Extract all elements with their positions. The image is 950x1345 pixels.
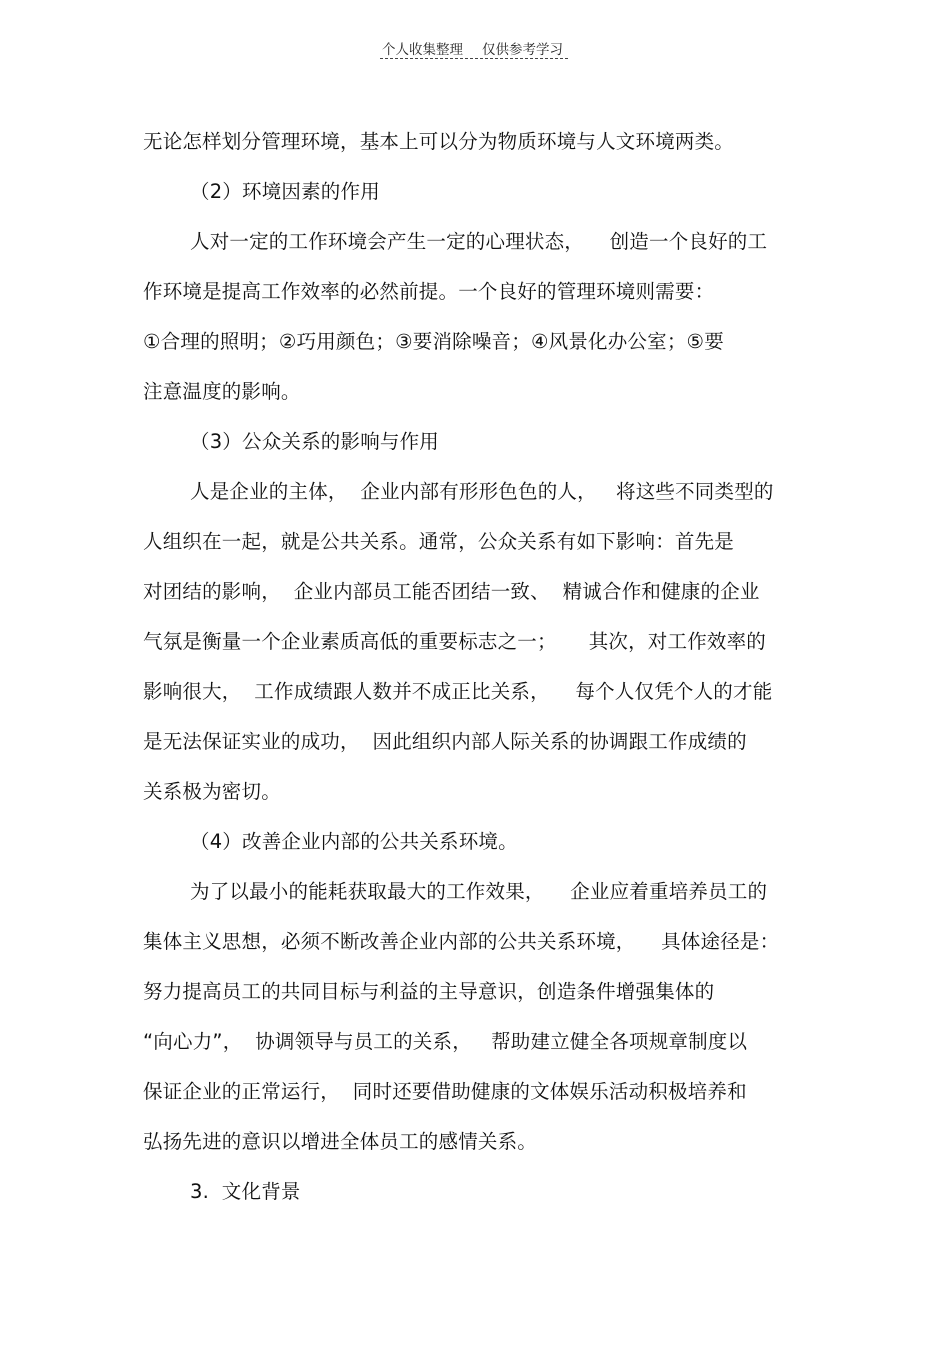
text-line: 影响很大， 工作成绩跟人数并不成正比关系， 每个人仅凭个人的才能 [143,680,773,703]
header-right-text: 仅供参考学习 [482,42,563,58]
text-line: ①合理的照明；②巧用颜色；③要消除噪音；④风景化办公室；⑤要 [143,330,724,353]
section-heading: （3）公众关系的影响与作用 [190,430,440,453]
text-line: 无论怎样划分管理环境，基本上可以分为物质环境与人文环境两类。 [143,130,735,153]
text-line: 作环境是提高工作效率的必然前提。一个良好的管理环境则需要： [143,280,715,303]
text-line: 对团结的影响， 企业内部员工能否团结一致、 精诚合作和健康的企业 [143,580,760,603]
text-line: “向心力”， 协调领导与员工的关系， 帮助建立健全各项规章制度以 [143,1030,748,1053]
text-line: 注意温度的影响。 [143,380,301,403]
page-header [380,36,570,62]
text-line: 为了以最小的能耗获取最大的工作效果， 企业应着重培养员工的 [190,880,768,903]
text-line: 人组织在一起，就是公共关系。通常，公众关系有如下影响：首先是 [143,530,735,553]
text-line: 集体主义思想，必须不断改善企业内部的公共关系环境， 具体途径是： [143,930,780,953]
header-left-text: 个人收集整理 [382,42,463,58]
text-line: 保证企业的正常运行， 同时还要借助健康的文体娱乐活动积极培养和 [143,1080,747,1103]
text-line: 努力提高员工的共同目标与利益的主导意识，创造条件增强集体的 [143,980,715,1003]
section-heading: （2）环境因素的作用 [190,180,380,203]
text-line: 人对一定的工作环境会产生一定的心理状态， 创造一个良好的工 [190,230,768,253]
section-heading: （4）改善企业内部的公共关系环境。 [190,830,518,853]
text-line: 人是企业的主体， 企业内部有形形色色的人， 将这些不同类型的 [190,480,774,503]
text-line: 弘扬先进的意识以增进全体员工的感情关系。 [143,1130,538,1153]
section-heading: 3. 文化背景 [190,1180,301,1203]
text-line: 气氛是衡量一个企业素质高低的重要标志之一； 其次，对工作效率的 [143,630,766,653]
text-line: 关系极为密切。 [143,780,281,803]
header-dashed-rule [380,58,568,59]
text-line: 是无法保证实业的成功， 因此组织内部人际关系的协调跟工作成绩的 [143,730,747,753]
